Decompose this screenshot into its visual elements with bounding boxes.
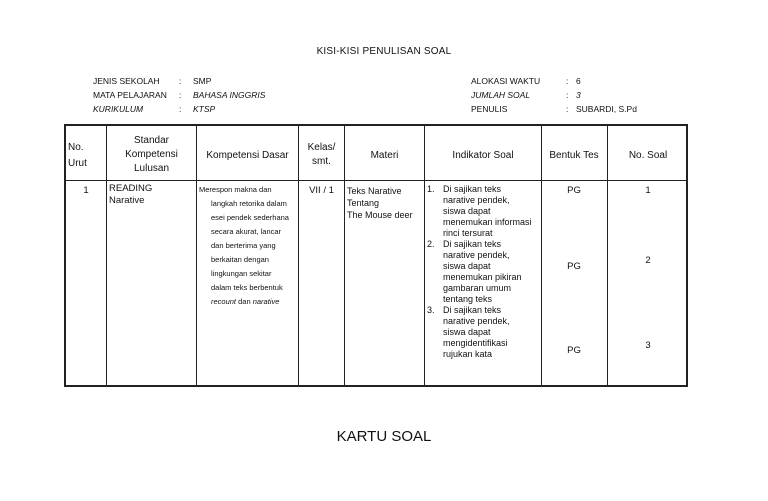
left-meta (93, 74, 266, 116)
materi-line: Teks Narative (347, 186, 402, 196)
header-no (68, 140, 104, 172)
meta-value: KTSP (193, 104, 216, 114)
header-kelas (299, 141, 344, 169)
indikator-item-2 (427, 239, 541, 305)
kd-line: secara akurat, lancar (211, 227, 282, 236)
row-materi (347, 185, 424, 221)
header-no-line1: No. (68, 142, 84, 153)
meta-label: JENIS SEKOLAH (93, 76, 160, 86)
meta-label: MATA PELAJARAN (93, 90, 167, 100)
column-divider (344, 126, 345, 385)
indikator-line: narative pendek, (443, 316, 510, 326)
indikator-item-3 (427, 305, 541, 360)
kd-line: dalam teks berbentuk (211, 283, 283, 292)
header-materi: Materi (370, 150, 399, 161)
header-bentuk-tes: Bentuk Tes (549, 150, 599, 161)
indikator-line: Di sajikan teks (443, 305, 502, 315)
indikator-line: Di sajikan teks (443, 184, 502, 194)
indikator-line: siswa dapat (443, 327, 491, 337)
header-no-line2: Urut (68, 158, 87, 169)
meta-value: SMP (193, 76, 212, 86)
kd-text-dan: dan (236, 297, 253, 306)
meta-sep: : (179, 104, 182, 114)
meta-value: 3 (576, 90, 581, 100)
header-kelas-line1: Kelas/ (307, 142, 336, 153)
meta-label: ALOKASI WAKTU (471, 76, 541, 86)
header-standar-line2: Kompetensi (125, 149, 178, 160)
meta-row-count (471, 88, 581, 102)
header-divider (66, 180, 686, 181)
no-soal-2: 2 (645, 255, 651, 266)
column-divider (196, 126, 197, 385)
materi-line: The Mouse deer (347, 210, 413, 220)
indikator-line: mengidentifikasi (443, 338, 508, 348)
meta-row-subject (93, 88, 266, 102)
meta-value: 6 (576, 76, 581, 86)
meta-row-school (93, 74, 212, 88)
meta-label: JUMLAH SOAL (471, 90, 531, 100)
indikator-line: menemukan pikiran (443, 272, 522, 282)
row-kelas: VII / 1 (309, 185, 334, 196)
row-kompetensi-dasar (199, 183, 297, 309)
kd-line: langkah retorika dalam (211, 199, 287, 208)
indikator-line: narative pendek, (443, 195, 510, 205)
indikator-line: siswa dapat (443, 261, 491, 271)
indikator-number: 2. (427, 239, 435, 249)
indikator-line: Di sajikan teks (443, 239, 502, 249)
indikator-line: siswa dapat (443, 206, 491, 216)
kd-line: dan berterima yang (211, 241, 276, 250)
kd-text-narative: narative (252, 297, 280, 306)
right-meta (471, 74, 637, 116)
row-indikator (427, 184, 541, 360)
grid-table (64, 124, 688, 387)
meta-sep: : (179, 90, 182, 100)
row-standar-kompetensi (109, 183, 195, 207)
meta-row-curriculum (93, 102, 216, 116)
meta-sep: : (566, 76, 569, 86)
header-indikator: Indikator Soal (452, 150, 514, 161)
meta-sep: : (179, 76, 182, 86)
kd-line: esei pendek sederhana (211, 213, 289, 222)
indikator-number: 3. (427, 305, 435, 315)
no-soal-3: 3 (645, 340, 651, 351)
header-no-soal: No. Soal (628, 150, 668, 161)
meta-sep: : (566, 90, 569, 100)
column-divider (424, 126, 425, 385)
kd-text-recount: recount (211, 297, 237, 306)
indikator-line: gambaran umum (443, 283, 512, 293)
kd-line: berkaitan dengan (211, 255, 269, 264)
no-soal-1: 1 (645, 185, 651, 196)
document-title: KISI-KISI PENULISAN SOAL (316, 46, 452, 57)
meta-row-time (471, 74, 581, 88)
skl-line: READING (109, 183, 153, 194)
indikator-line: narative pendek, (443, 250, 510, 260)
bentuk-tes-3: PG (567, 345, 581, 356)
kd-line: lingkungan sekitar (211, 269, 272, 278)
meta-label: PENULIS (471, 104, 508, 114)
indikator-number: 1. (427, 184, 435, 194)
row-no: 1 (83, 185, 89, 196)
header-standar-line3: Lulusan (133, 163, 170, 174)
indikator-line: menemukan informasi (443, 217, 532, 227)
indikator-line: tentang teks (443, 294, 493, 304)
header-kompetensi-dasar: Kompetensi Dasar (206, 150, 289, 161)
header-kelas-line2: smt. (312, 156, 331, 167)
meta-row-author (471, 102, 637, 116)
kartu-soal-title: KARTU SOAL (336, 428, 432, 445)
indikator-line: rinci tersurat (443, 228, 493, 238)
kd-line-last (199, 295, 297, 309)
bentuk-tes-2: PG (567, 261, 581, 272)
meta-value: SUBARDI, S.Pd (576, 104, 637, 114)
header-standar-line1: Standar (133, 135, 170, 146)
materi-line: Tentang (347, 198, 380, 208)
bentuk-tes-1: PG (567, 185, 581, 196)
indikator-line: rujukan kata (443, 349, 493, 359)
kd-line: Merespon makna dan (199, 185, 272, 194)
meta-sep: : (566, 104, 569, 114)
meta-label: KURIKULUM (93, 104, 144, 114)
header-standar (107, 134, 196, 176)
indikator-item-1 (427, 184, 541, 239)
skl-line: Narative (109, 195, 145, 206)
meta-value: BAHASA INGGRIS (193, 90, 266, 100)
